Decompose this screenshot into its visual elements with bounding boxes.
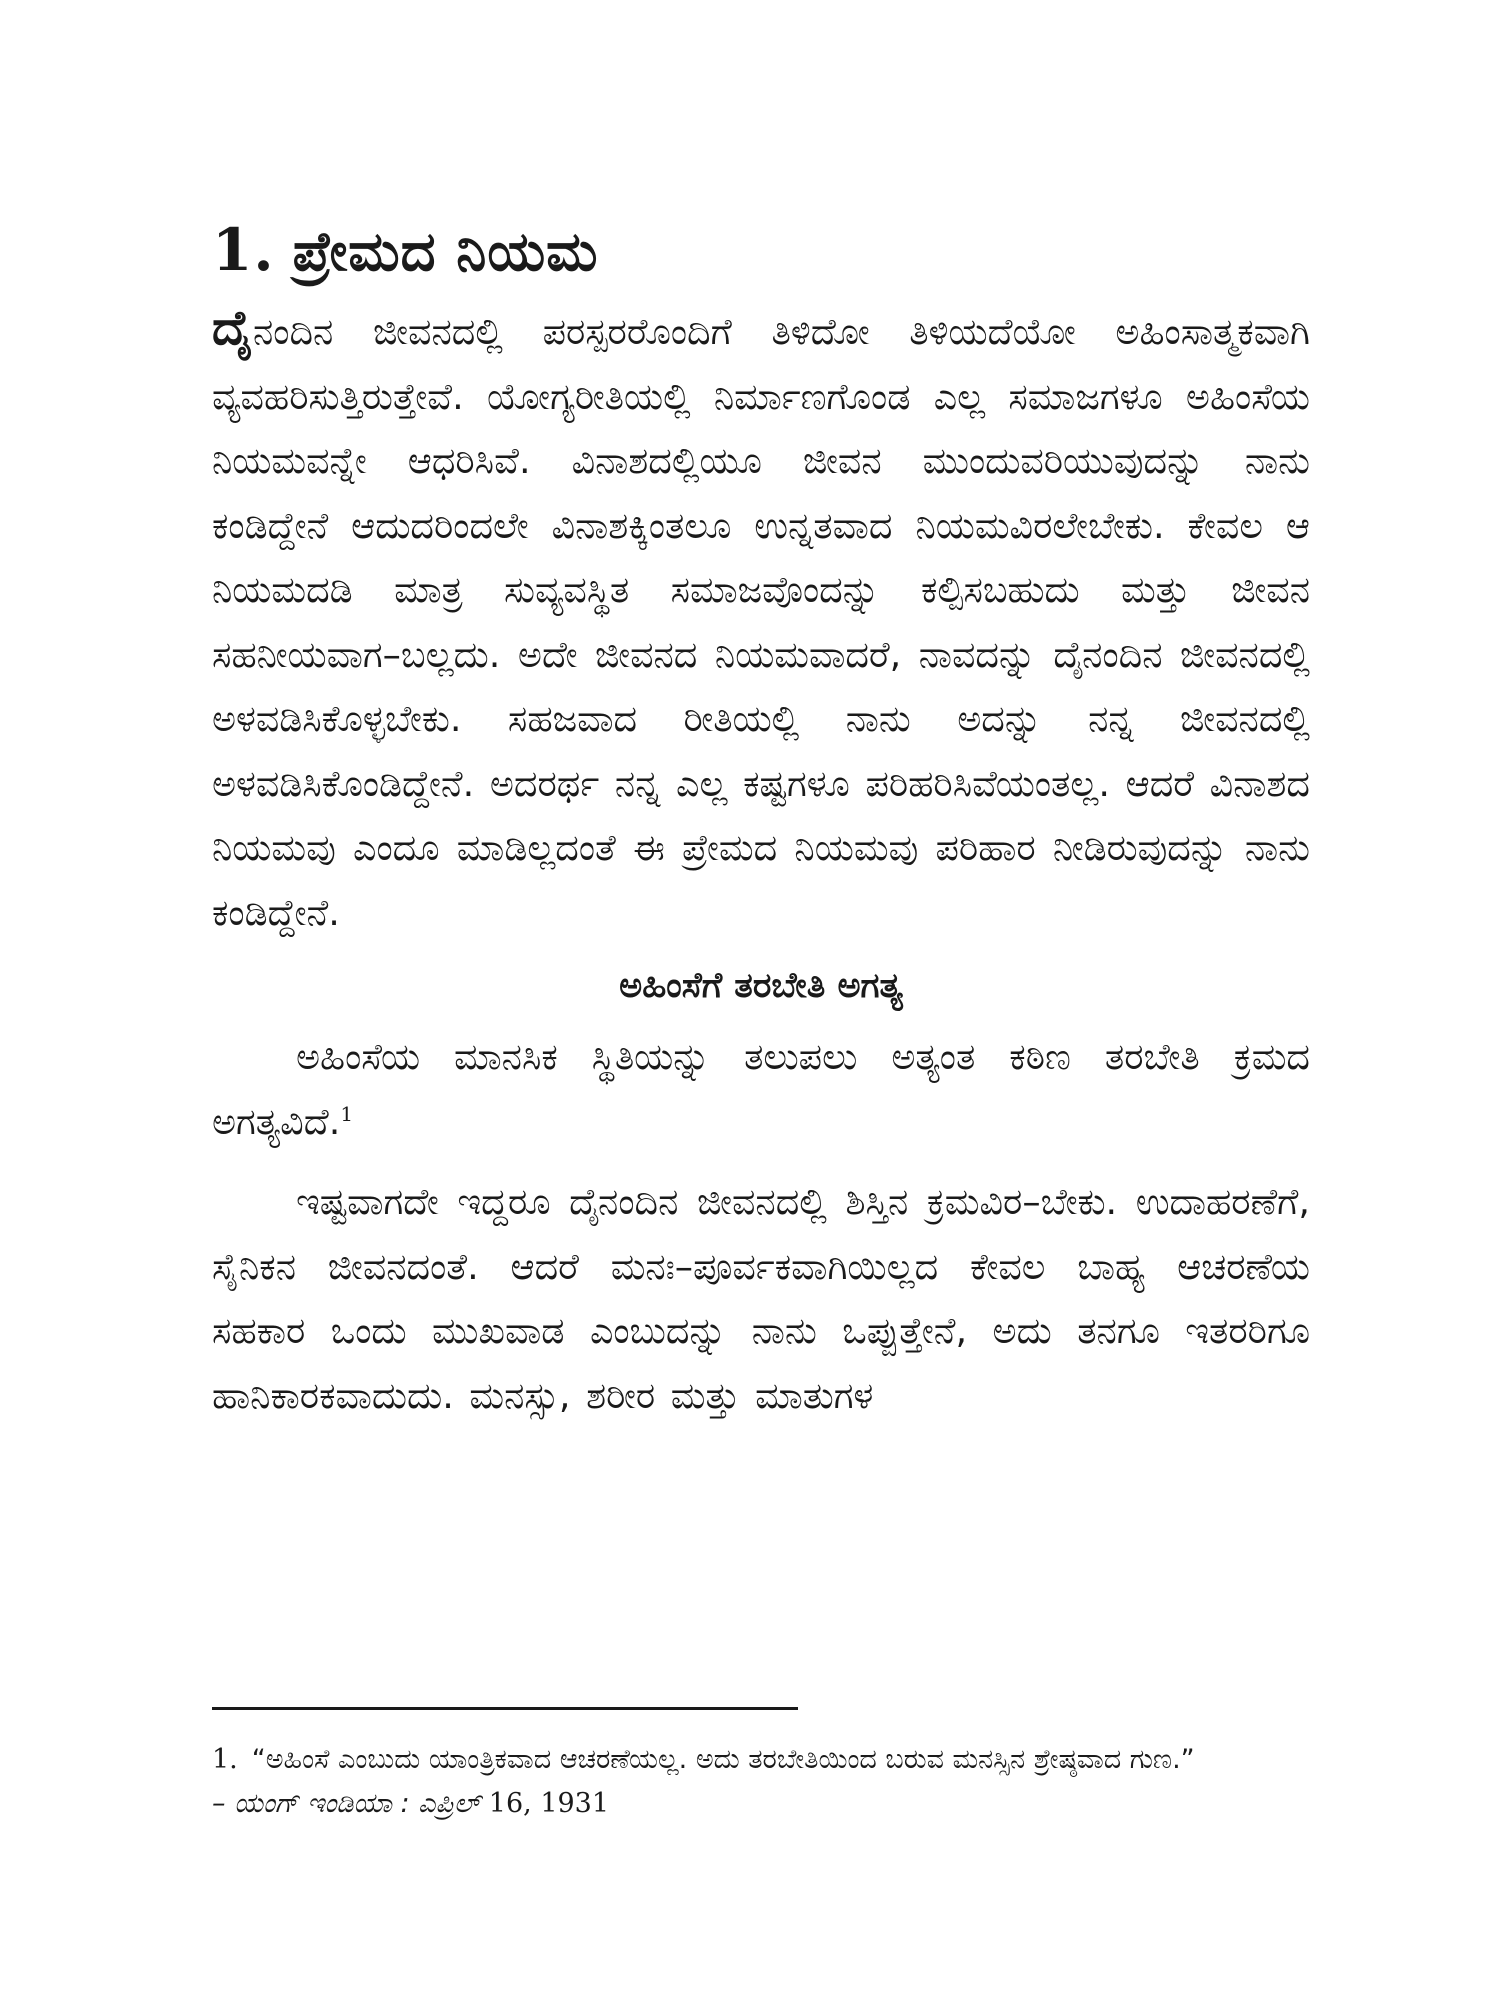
footnote-source-prefix: – ಯಂಗ್ ಇಂಡಿಯಾ : ಎಪ್ರಿಲ್ (212, 1788, 489, 1819)
footnote-source (212, 1782, 1310, 1826)
chapter-heading (212, 210, 1310, 292)
paragraph-1-text: ನಂದಿನ ಜೀವನದಲ್ಲಿ ಪರಸ್ಪರರೊಂದಿಗೆ ತಿಳಿದೋ ತಿಳಿಯದೆಯೋ ಅಹಿಂಸಾತ್ಮಕವಾಗಿ ವ್ಯವಹರಿಸುತ್ತಿರುತ್ತೇವೆ. ಯೋಗ್ಯರೀತಿಯಲ್ಲಿ ನಿರ್ಮಾಣಗೊಂಡ ಎಲ್ಲ ಸಮಾಜಗಳೂ ಅಹಿಂಸೆಯ ನಿಯಮವನ್ನೇ ಆಧರಿಸಿವೆ. ವಿನಾಶದಲ್ಲಿಯೂ ಜೀವನ ಮುಂದುವರಿಯುವುದನ್ನು ನಾನು ಕಂಡಿದ್ದೇನೆ ಆದುದರಿಂದಲೇ ವಿನಾಶಕ್ಕಿಂತಲೂ ಉನ್ನತವಾದ ನಿಯಮವಿರಲೇಬೇಕು. ಕೇವಲ ಆ ನಿಯಮದಡಿ ಮಾತ್ರ ಸುವ್ಯವಸ್ಥಿತ ಸಮಾಜವೊಂದನ್ನು ಕಲ್ಪಿಸಬಹುದು ಮತ್ತು ಜೀವನ ಸಹನೀಯವಾಗ–ಬಲ್ಲದು. ಅದೇ ಜೀವನದ ನಿಯಮವಾದರೆ, ನಾವದನ್ನು ದೈನಂದಿನ ಜೀವನದಲ್ಲಿ ಅಳವಡಿಸಿಕೊಳ್ಳಬೇಕು. ಸಹಜವಾದ ರೀತಿಯಲ್ಲಿ ನಾನು ಅದನ್ನು ನನ್ನ ಜೀವನದಲ್ಲಿ ಅಳವಡಿಸಿಕೊಂಡಿದ್ದೇನೆ. ಅದರರ್ಥ ನನ್ನ ಎಲ್ಲ ಕಷ್ಟಗಳೂ ಪರಿಹರಿಸಿವೆಯಂತಲ್ಲ. ಆದರೆ ವಿನಾಶದ ನಿಯಮವು ಎಂದೂ ಮಾಡಿಲ್ಲದಂತೆ ಈ ಪ್ರೇಮದ ನಿಯಮವು ಪರಿಹಾರ ನೀಡಿರುವುದನ್ನು ನಾನು ಕಂಡಿದ್ದೇನೆ. (212, 310, 1310, 934)
section-subheading: ಅಹಿಂಸೆಗೆ ತರಬೇತಿ ಅಗತ್ಯ (619, 966, 903, 1006)
footnote (212, 1738, 1310, 1826)
chapter-number: 1. (212, 216, 275, 284)
page-body (212, 210, 1310, 1428)
paragraph-2-text: ಅಹಿಂಸೆಯ ಮಾನಸಿಕ ಸ್ಥಿತಿಯನ್ನು ತಲುಪಲು ಅತ್ಯಂತ ಕಠಿಣ ತರಬೇತಿ ಕ್ರಮದ ಅಗತ್ಯವಿದೆ. (212, 1035, 1310, 1143)
footnote-quote (212, 1738, 1310, 1782)
footnote-divider (212, 1707, 798, 1710)
chapter-title: ಪ್ರೇಮದ ನಿಯಮ (292, 220, 599, 283)
paragraph-3 (212, 1170, 1310, 1428)
footnote-text: “ಅಹಿಂಸೆ ಎಂಬುದು ಯಾಂತ್ರಿಕವಾದ ಆಚರಣೆಯಲ್ಲ. ಅದು ತರಬೇತಿಯಿಂದ ಬರುವ ಮನಸ್ಸಿನ ಶ್ರೇಷ್ಠವಾದ ಗುಣ.” (251, 1744, 1195, 1775)
footnote-number: 1. (212, 1744, 238, 1775)
paragraph-2 (212, 1025, 1310, 1154)
footnote-source-date: 16, 1931 (488, 1788, 610, 1819)
paragraph-3-text: ಇಷ್ಟವಾಗದೇ ಇದ್ದರೂ ದೈನಂದಿನ ಜೀವನದಲ್ಲಿ ಶಿಸ್ತಿನ ಕ್ರಮವಿರ–ಬೇಕು. ಉದಾಹರಣೆಗೆ, ಸೈನಿಕನ ಜೀವನದಂತೆ. ಆದರೆ ಮನಃ–ಪೂರ್ವಕವಾಗಿಯಿಲ್ಲದ ಕೇವಲ ಬಾಹ್ಯ ಆಚರಣೆಯ ಸಹಕಾರ ಒಂದು ಮುಖವಾಡ ಎಂಬುದನ್ನು ನಾನು ಒಪ್ಪುತ್ತೇನೆ, ಅದು ತನಗೂ ಇತರರಿಗೂ ಹಾನಿಕಾರಕವಾದುದು. ಮನಸ್ಸು, ಶರೀರ ಮತ್ತು ಮಾತುಗಳ (212, 1180, 1310, 1417)
footnote-reference: 1 (340, 1101, 354, 1126)
paragraph-1 (212, 296, 1310, 945)
drop-cap: ದೈ (212, 300, 253, 356)
